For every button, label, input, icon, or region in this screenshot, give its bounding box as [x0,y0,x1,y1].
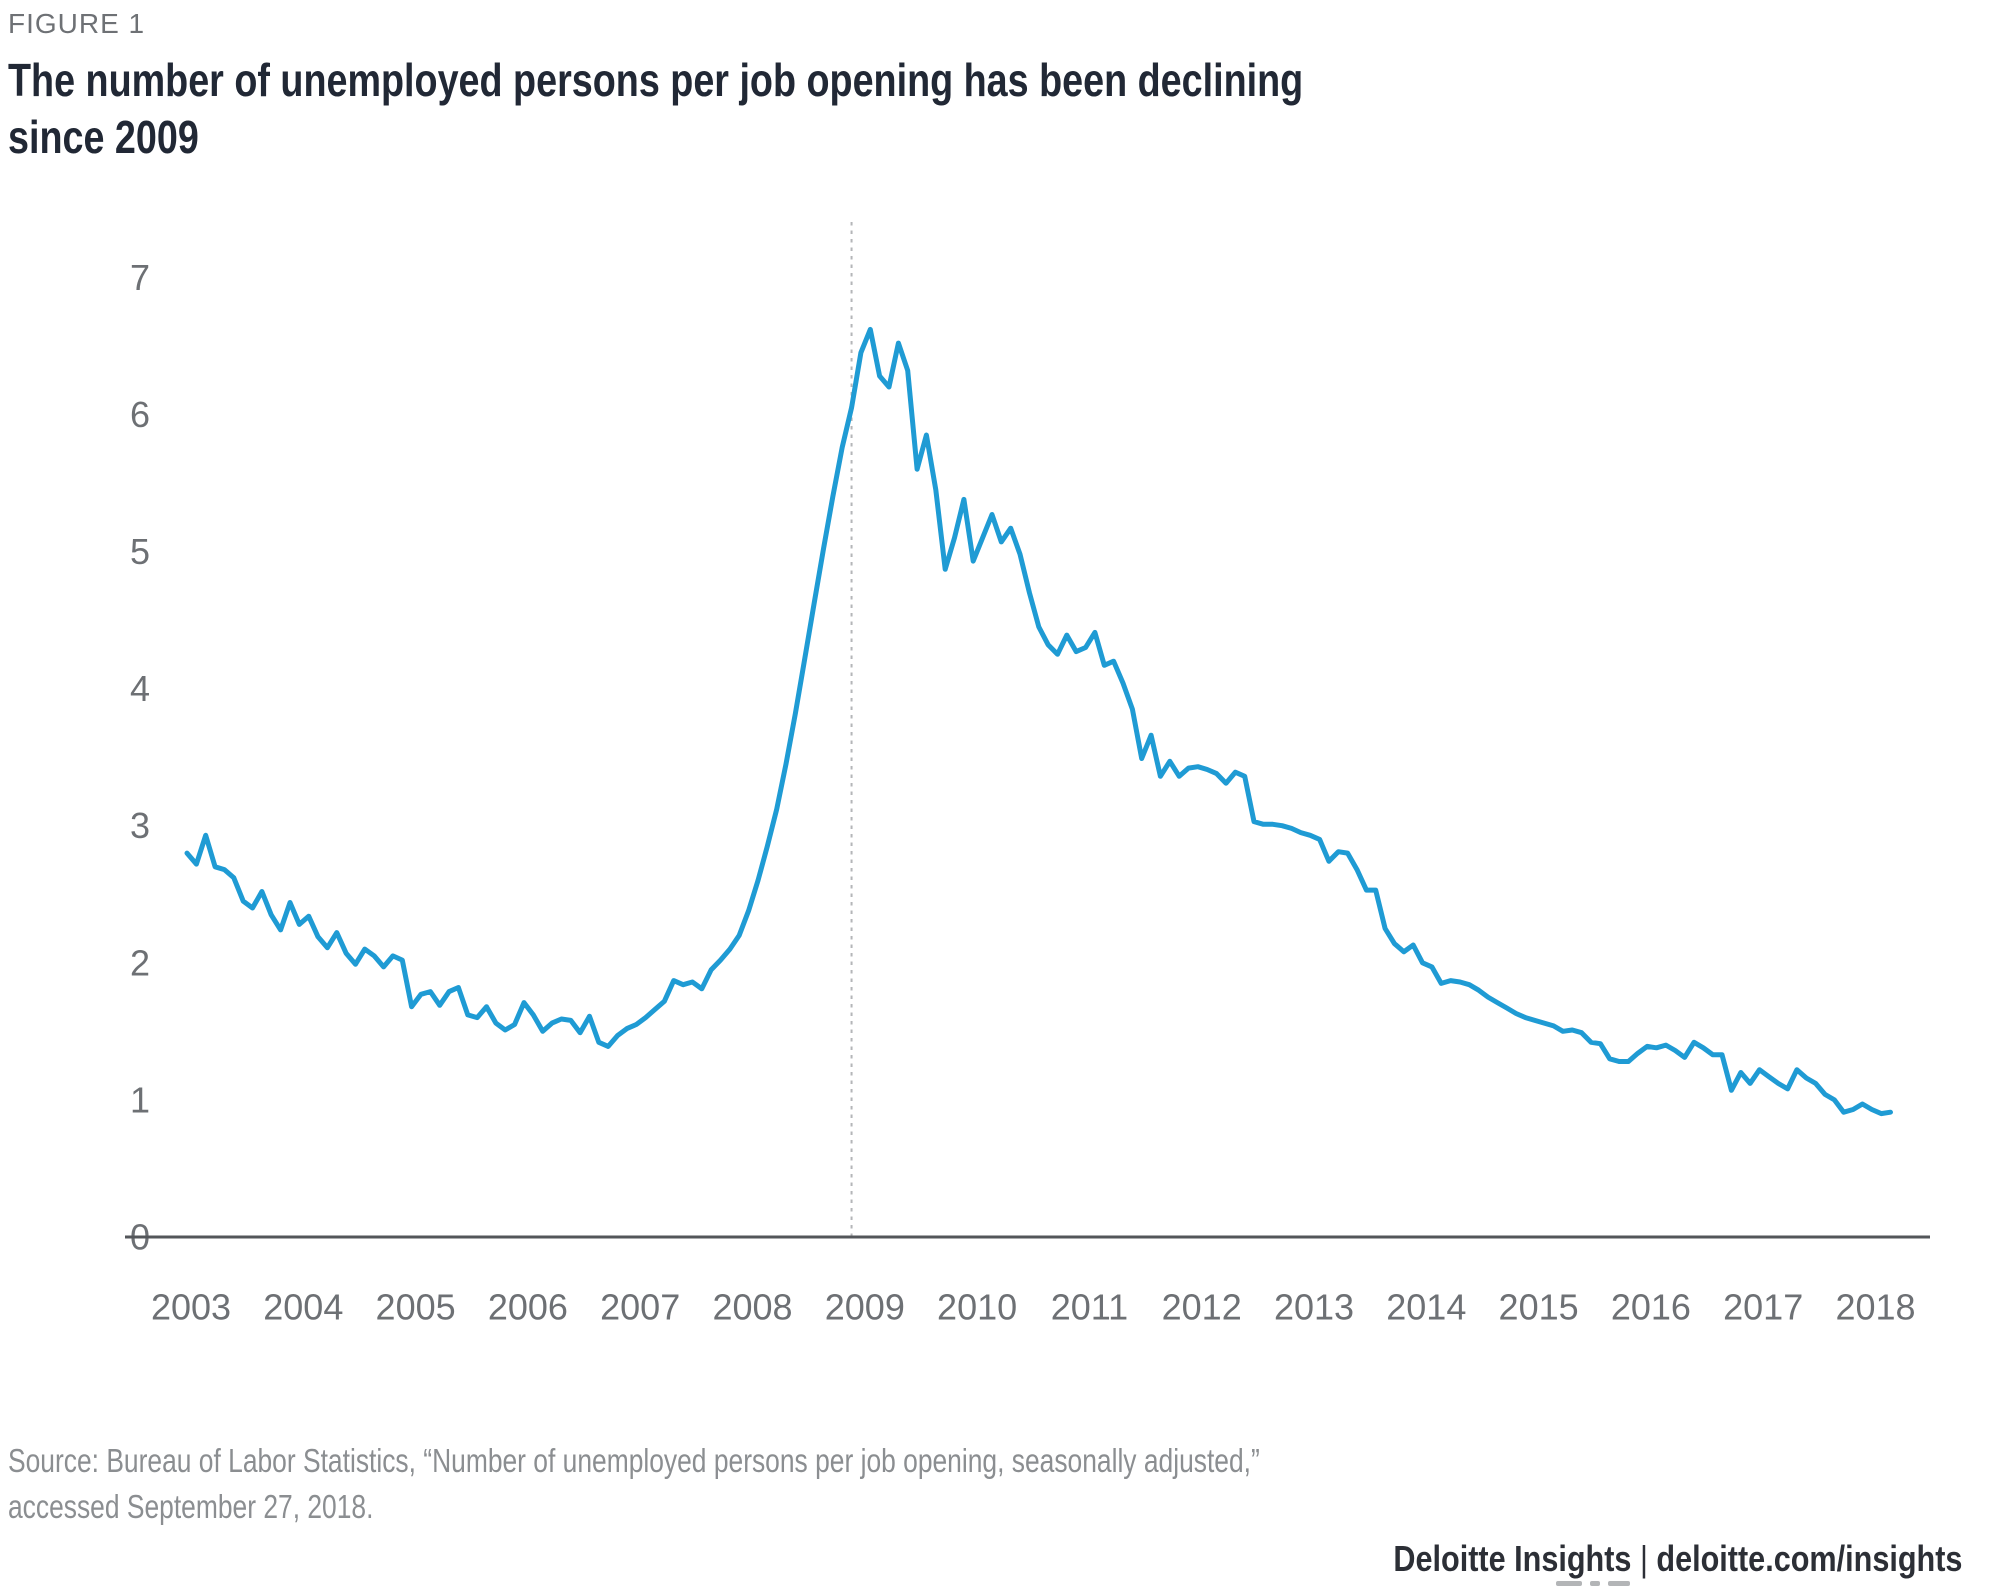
y-tick-label-0: 0 [129,1216,150,1258]
y-tick-label-6: 6 [129,393,150,435]
y-tick-label-1: 1 [129,1079,150,1121]
x-tick-label-2005: 2005 [375,1286,456,1328]
x-tick-label-2013: 2013 [1273,1286,1355,1328]
source-note-line-2: accessed September 27, 2018. [8,1488,374,1525]
source-note [8,1438,1260,1530]
x-tick-label-2014: 2014 [1386,1286,1467,1328]
deloitte-insights-footer [1393,1538,1962,1580]
chart-title-line-1: The number of unemployed persons per job opening has been declining [8,54,1304,106]
footer-separator: | [1639,1538,1648,1579]
cropped-text-artifact [1556,1581,1646,1588]
x-tick-label-2015: 2015 [1498,1286,1579,1328]
x-tick-label-2007: 2007 [600,1286,681,1328]
x-tick-label-2008: 2008 [712,1286,793,1328]
x-tick-label-2006: 2006 [487,1286,568,1328]
x-tick-label-2017: 2017 [1723,1286,1804,1328]
footer-brand: Deloitte Insights [1392,1538,1632,1579]
series-line-unemployed-per-job-opening [187,329,1891,1113]
y-tick-label-7: 7 [129,256,150,298]
x-tick-label-2011: 2011 [1050,1286,1129,1328]
figure-label: FIGURE 1 [8,8,146,39]
y-tick-label-4: 4 [129,668,150,710]
x-tick-label-2010: 2010 [937,1286,1018,1328]
x-tick-label-2016: 2016 [1610,1286,1691,1328]
x-tick-label-2004: 2004 [263,1286,344,1328]
footer-link[interactable]: deloitte.com/insights [1655,1538,1962,1579]
y-tick-label-5: 5 [129,531,150,572]
y-tick-label-3: 3 [129,805,150,847]
x-tick-label-2009: 2009 [824,1286,905,1328]
x-tick-label-2012: 2012 [1161,1286,1242,1328]
x-tick-label-2018: 2018 [1835,1286,1916,1328]
y-tick-label-2: 2 [129,942,150,984]
source-note-line-1: Source: Bureau of Labor Statistics, “Number of unemployed persons per job opening, seasonally adjusted,” [8,1442,1260,1479]
x-tick-label-2003: 2003 [150,1286,232,1328]
chart-title-line-2: since 2009 [8,111,199,163]
